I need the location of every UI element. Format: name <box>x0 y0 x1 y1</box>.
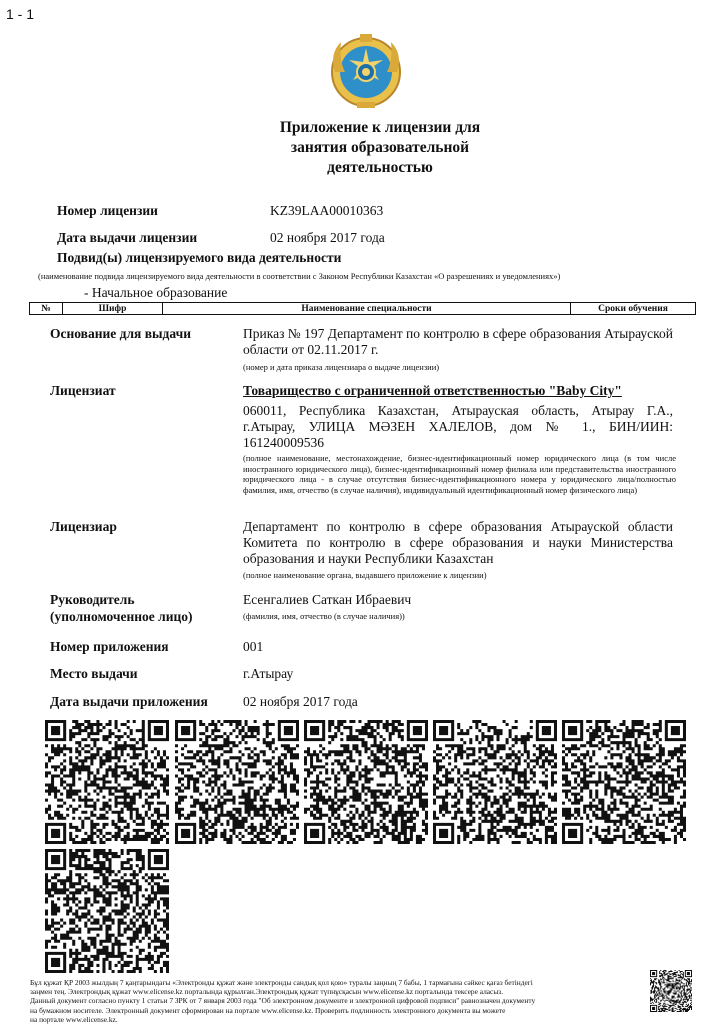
issue-date-value: 02 ноября 2017 года <box>270 230 385 245</box>
specialty-table-header <box>30 303 696 315</box>
subtype-value: - Начальное образование <box>84 285 228 300</box>
qr-pattern <box>45 720 169 844</box>
basis-label: Основание для выдачи <box>50 326 191 341</box>
document-title <box>200 118 560 178</box>
head-label: Руководитель <box>50 592 135 607</box>
licensee-name: Товарищество с ограниченной ответственностью "Baby City" <box>243 383 622 398</box>
col-specialty-name: Наименование специальности <box>163 303 571 315</box>
state-emblem <box>327 32 405 110</box>
place-label: Место выдачи <box>50 666 138 681</box>
basis-note: (номер и дата приказа лицензиара о выдаче лицензии) <box>243 362 440 372</box>
title-line-3: деятельностью <box>327 159 433 176</box>
licensor-note: (полное наименование органа, выдавшего приложение к лицензии) <box>243 570 487 580</box>
license-number-label: Номер лицензии <box>57 203 158 218</box>
col-code: Шифр <box>63 303 163 315</box>
qr-pattern <box>562 720 686 844</box>
basis-value: Приказ № 197 Департамент по контролю в сфере образования Атырауской области от 02.11.2017 г. <box>243 326 673 357</box>
page-number: 1 - 1 <box>6 6 35 22</box>
qr-pattern <box>433 720 557 844</box>
place-value: г.Атырау <box>243 666 294 681</box>
qr-pattern <box>45 849 169 973</box>
qr-code <box>433 720 557 844</box>
footer-line: на портале www.elicense.kz. <box>30 1014 118 1024</box>
licensee-note: (полное наименование, местонахождение, бизнес-идентификационный номер юридического лица (в том числе иностранного юридического лица), бизнес-идентификационный номер филиала или представительства иностранного юридического лица - в случае отсутствия бизнес-идентификационного номера у юридического лица/полностью фамилия, имя, отчество (в случае наличия), индивидуальный идентификационный номер физического лица) <box>243 453 676 495</box>
subtype-note: (наименование подвида лицензируемого вида деятельности в соответствии с Законом Республики Казахстан «О разрешениях и уведомлениях») <box>38 271 561 281</box>
qr-code <box>175 720 299 844</box>
head-value: Есенгалиев Саткан Ибраевич <box>243 592 412 607</box>
qr-code <box>45 849 169 973</box>
appendix-date-value: 02 ноября 2017 года <box>243 694 358 709</box>
licensor-label: Лицензиар <box>50 519 117 534</box>
footer-line: Данный документ согласно пункту 1 статьи 7 ЗРК от 7 января 2003 года "Об электронном документе и электронной цифровой подписи" равнозначен документу <box>30 996 536 1006</box>
title-line-2: занятия образовательной <box>290 139 470 156</box>
qr-code <box>304 720 428 844</box>
appendix-number-label: Номер приложения <box>50 639 169 654</box>
licensee-label: Лицензиат <box>50 383 116 398</box>
qr-pattern <box>175 720 299 844</box>
head-note: (фамилия, имя, отчество (в случае наличия)) <box>243 611 405 621</box>
subtype-label: Подвид(ы) лицензируемого вида деятельности <box>57 250 342 265</box>
qr-pattern <box>304 720 428 844</box>
issue-date-label: Дата выдачи лицензии <box>57 230 198 245</box>
specialty-table <box>29 302 696 315</box>
footer-line: Бұл құжат ҚР 2003 жылдың 7 қаңтарындағы «Электронды құжат және электронды сандық қол қою» туралы заңның 7 бабы, 1 тармағына сәйкес қағаз бетіндегі <box>30 978 533 987</box>
footer-disclaimer <box>30 978 630 1024</box>
footer-line: заңмен тең. Электрондық құжат www.elicense.kz порталында құрылған.Электрондық құжат түпнұсқасын www.elicense.kz порталында тексере аласыз. <box>30 987 504 997</box>
head-label-sub: (уполномоченное лицо) <box>50 609 193 624</box>
footer-line: на бумажном носителе. Электронный документ сформирован на портале www.elicense.kz. Проверить подлинность электронного документа вы можете <box>30 1005 506 1015</box>
col-number: № <box>30 303 63 315</box>
title-line-1: Приложение к лицензии для <box>279 119 481 136</box>
emblem-icon <box>327 32 405 110</box>
col-study-period: Сроки обучения <box>571 303 696 315</box>
qr-code <box>562 720 686 844</box>
appendix-number-value: 001 <box>243 639 264 654</box>
licensor-value: Департамент по контролю в сфере образования Атырауской области Комитета по контролю в сфере образования и науки Министерства образования и науки Республики Казахстан <box>243 519 673 566</box>
qr-code <box>45 720 169 844</box>
footer-qr-code <box>650 970 692 1012</box>
license-number-value: KZ39LAA00010363 <box>270 203 384 218</box>
qr-pattern <box>650 970 692 1012</box>
licensee-address: 060011, Республика Казахстан, Атырауская область, Атырау Г.А., г.Атырау, УЛИЦА МӘЗЕН ХАЛЕЛОВ, дом № 1., БИН/ИИН: 161240009536 <box>243 403 673 450</box>
appendix-date-label: Дата выдачи приложения <box>50 694 208 709</box>
